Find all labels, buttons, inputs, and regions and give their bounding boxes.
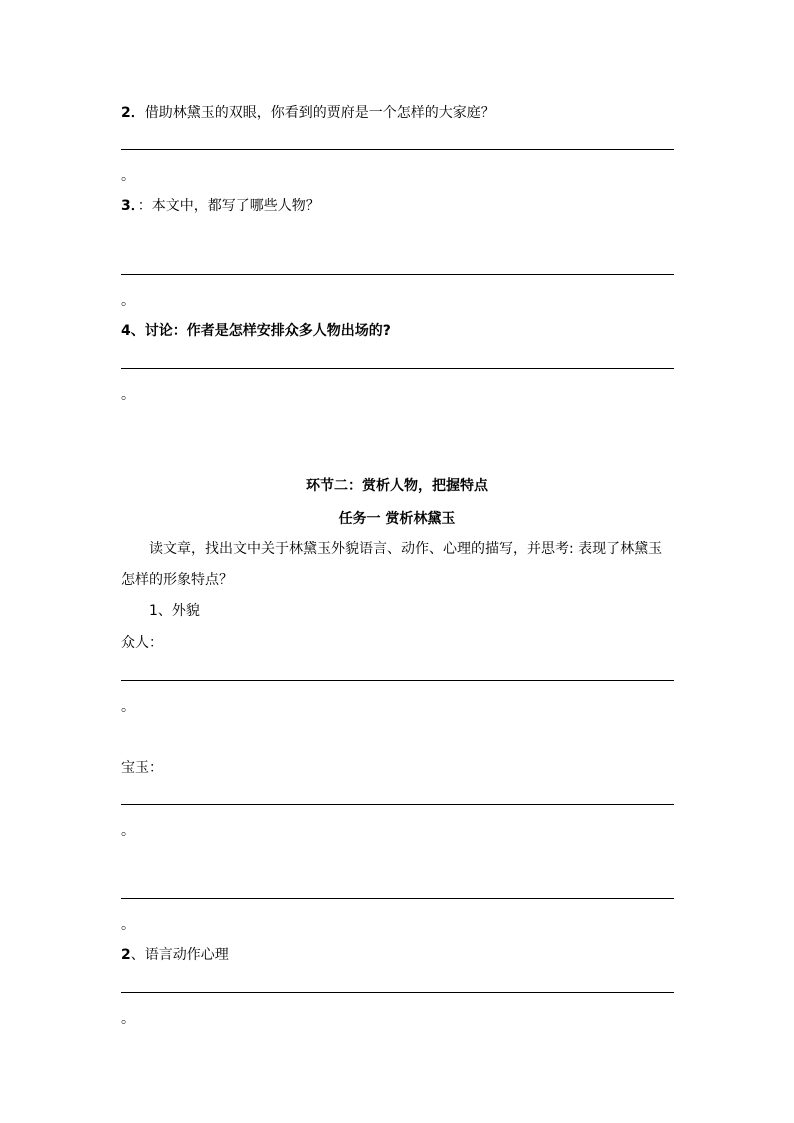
item-language-action: 2、语言动作心理 [121,947,229,963]
question-2-text: 借助林黛玉的双眼，你看到的贾府是一个怎样的大家庭？ [144,105,495,121]
question-3-text: ：本文中，都写了哪些人物？ [137,198,320,214]
section-title: 环节二：赏析人物，把握特点 [306,478,488,494]
question-3-number: 3． [121,198,138,214]
label-crowd: 众人： [121,635,163,651]
answer-line-baoyu-2[interactable] [121,898,674,899]
answer-line-q3[interactable] [121,274,674,275]
answer-line-baoyu-1[interactable] [121,804,674,805]
task-title: 任务一 赏析林黛玉 [338,511,456,527]
end-mark: 。 [121,699,135,715]
end-mark: 。 [121,823,135,839]
answer-line-q2[interactable] [121,149,674,150]
question-4: 4、讨论：作者是怎样安排众多人物出场的? [121,323,391,339]
end-mark: 。 [121,917,135,933]
question-2 [121,104,495,122]
item-language-action-label: 、语言动作心理 [130,947,229,963]
item-appearance: 1、外貌 [149,603,200,619]
end-mark: 。 [121,387,135,403]
question-2-number: 2． [121,105,145,121]
answer-line-q4[interactable] [121,368,674,369]
question-3 [121,197,320,215]
instruction-paragraph: 读文章，找出文中关于林黛玉外貌语言、动作、心理的描写，并思考: 表现了林黛玉怎样的形象特点？ [121,541,663,588]
label-baoyu: 宝玉： [121,760,163,776]
end-mark: 。 [121,168,135,184]
end-mark: 。 [121,293,135,309]
answer-line-language[interactable] [121,992,674,993]
answer-line-crowd[interactable] [121,680,674,681]
end-mark: 。 [121,1011,135,1027]
